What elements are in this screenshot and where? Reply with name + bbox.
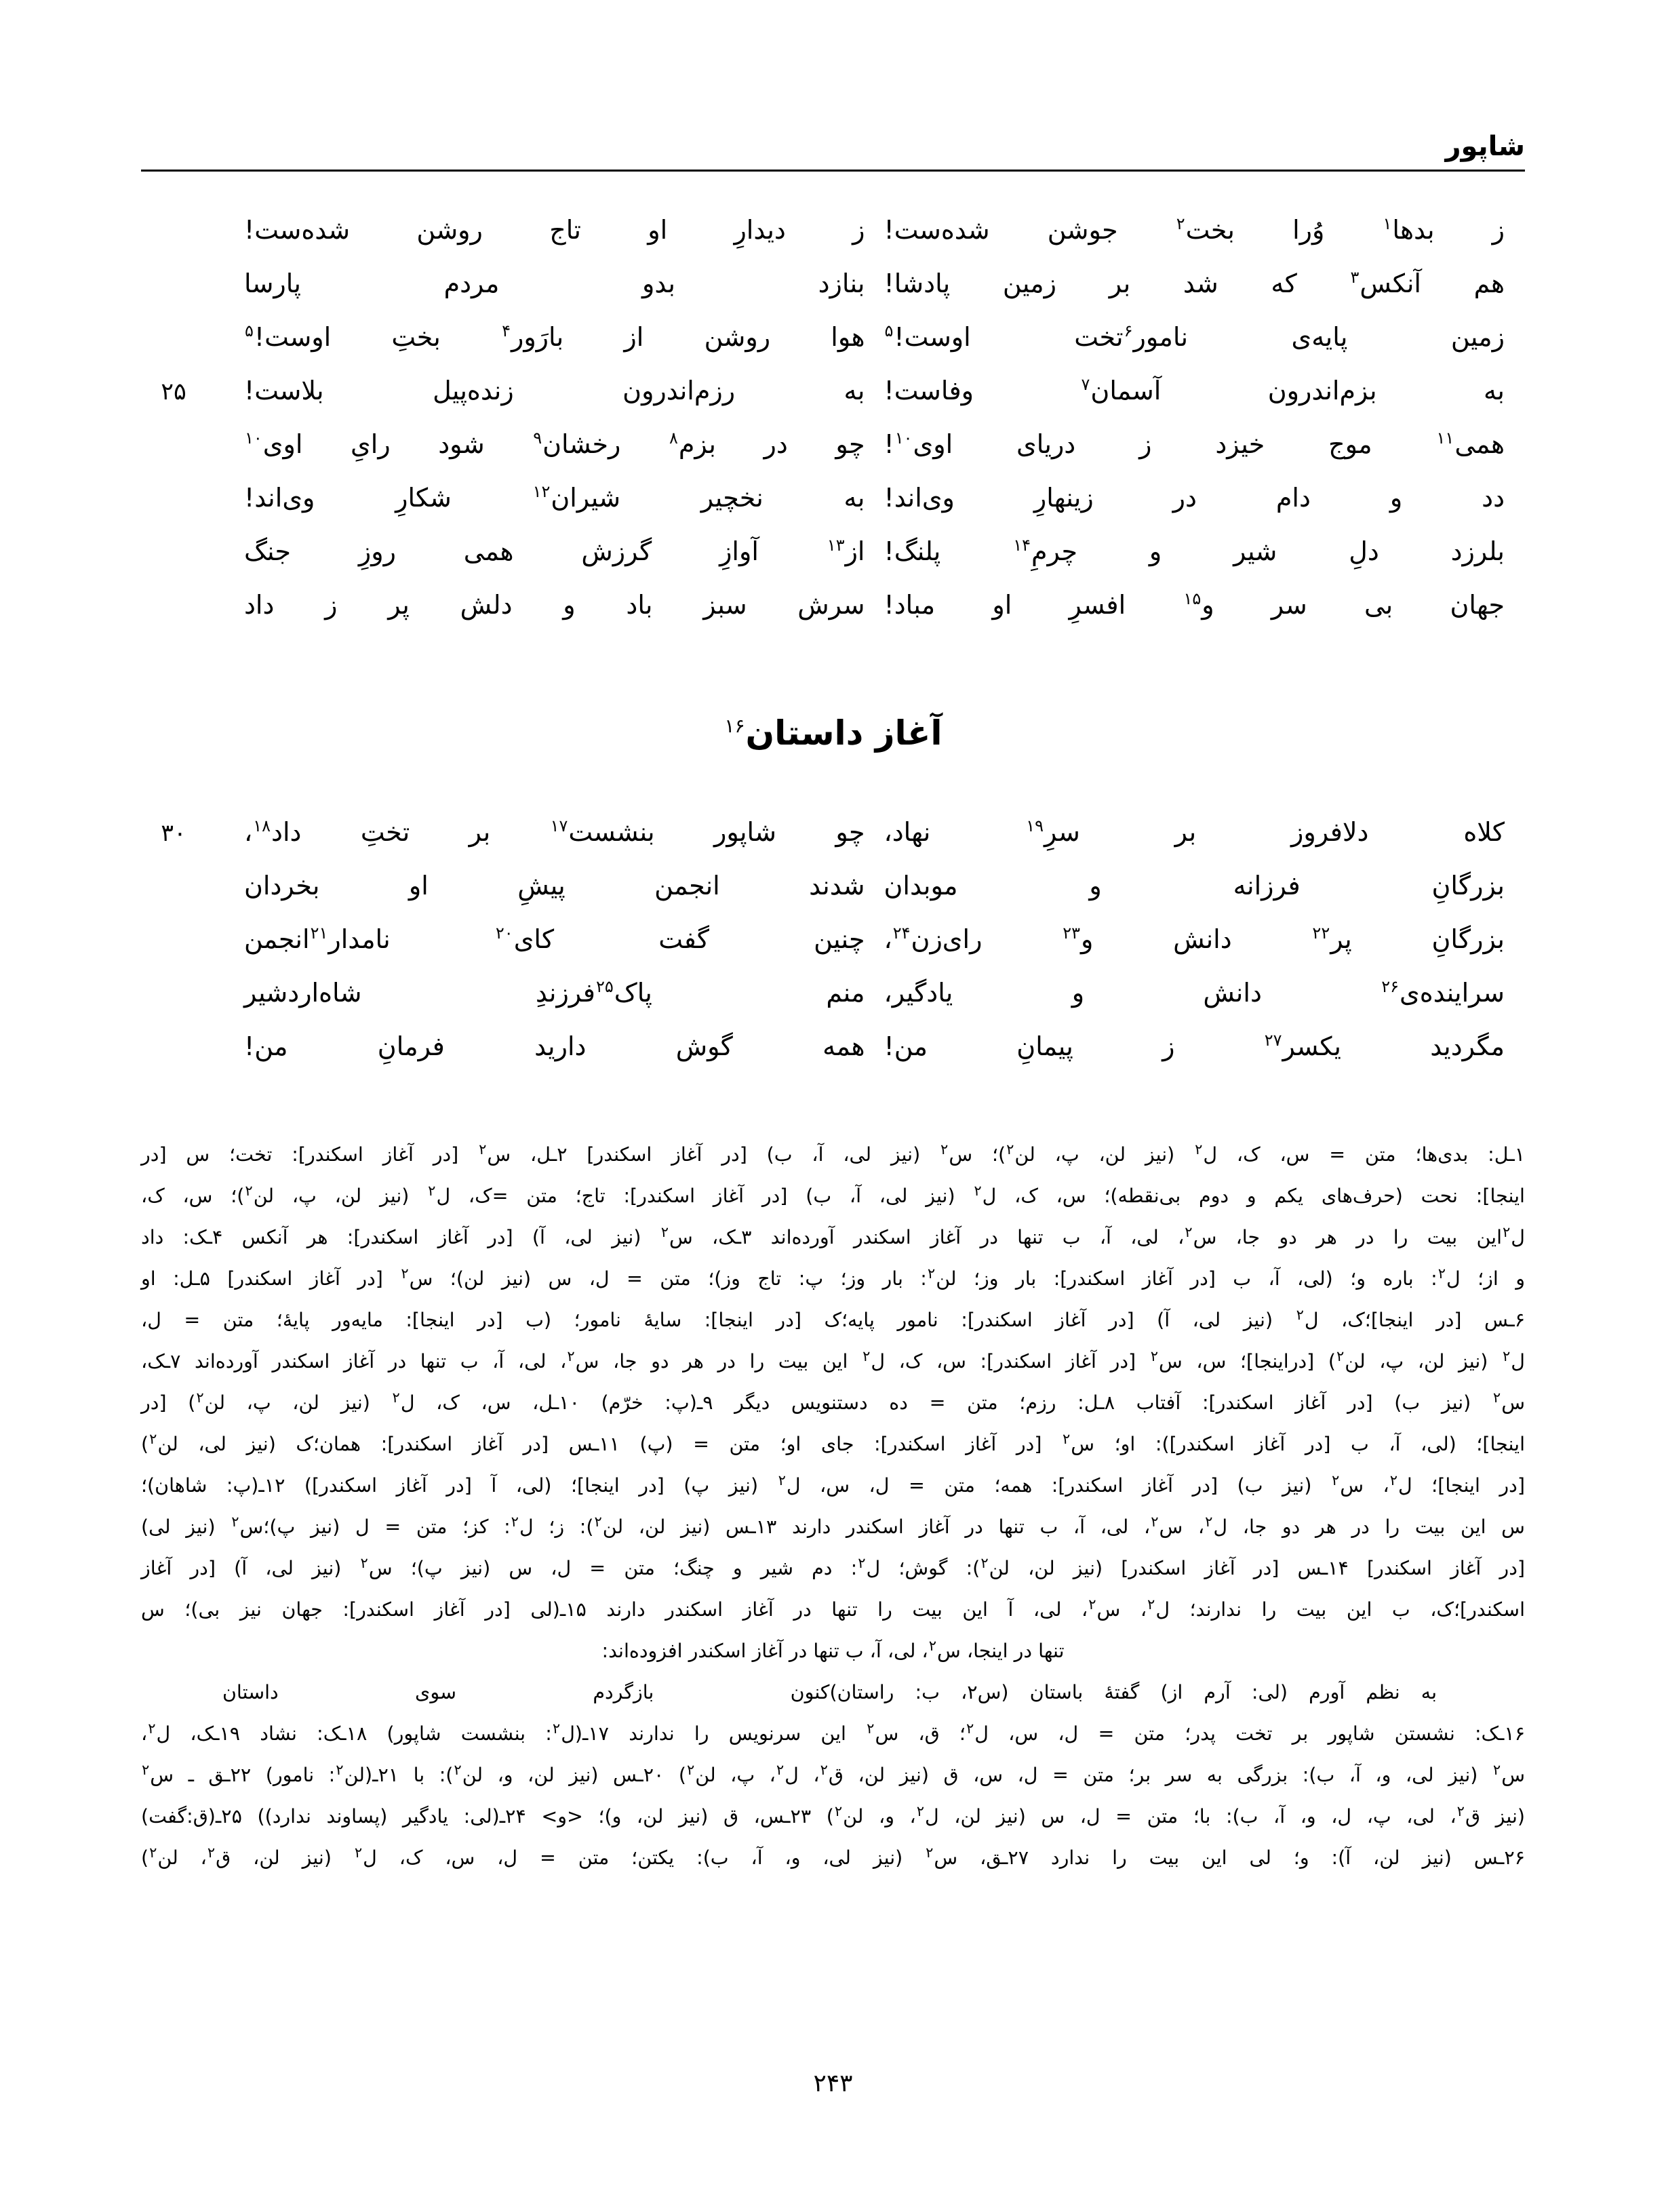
apparatus-line: س$^۲$ (نیز لی، و، آ، ب): بزرگی به سر بر؛ متن = ل، س، ق (نیز لن، ق$^۲$، ل$^۲$، پ، لن$^۲$) ۲۰ـس (نیز لن، و، لن$^۲$): با ۲۱ـ(لن$^۲$: نامور) ۲۲ـق ـ س$^۲$ [142,1761,1525,1786]
apparatus-line: و از؛ ل$^۲$: باره و؛ (لی، آ، ب [در آغاز اسکندر]: بار وز؛ لن$^۲$: بار وز؛ پ: تاج وز)؛ متن = ل، س (نیز لن)؛ س$^۲$ [در آغاز اسکندر] ۵ـل: او [141,1265,1525,1290]
apparatus-couplet-right-hemistich: کنون بازگردم سوی داستان [222,1681,830,1703]
verse-couplet [141,257,1525,311]
section-heading-text: آغاز داستان [745,713,943,753]
verse-couplet [141,203,1525,257]
verse-left-hemistich: کلاه دلافروز بر سرِ$^{۱۹}$ نهاد، [884,816,1505,847]
apparatus-line: ۱ـل: بدی‌ها؛ متن = س، ک، ل$^۲$ (نیز لن، پ، لن$^۲$)؛ س$^۲$ (نیز لی، آ، ب) [در آغاز اسکندر] ۲ـل، س$^۲$ [در آغاز اسکندر]: تخت؛ س [در [141,1141,1526,1166]
section-heading-note-ref: ۱۶ [724,715,745,738]
verse-couplet [141,471,1525,525]
apparatus-line: ۶ـس [در اینجا]؛ک، ل$^۲$ (نیز لی، آ) [در آغاز اسکندر]: نامور پایه؛ک [در اینجا]: سایهٔ نامور؛ (ب [در اینجا]: مایه‌ور پایهٔ؛ متن = ل، [141,1306,1525,1331]
apparatus-line: س$^۲$ (نیز ب) [در آغاز اسکندر]: آفتاب ۸ـل: رزم؛ متن = ده دستنویس دیگر ۹ـ(پ: خرّم) ۱۰ـل، س، ک، ل$^۲$ (نیز لن، پ، لن$^۲$) [در [141,1389,1525,1414]
critical-apparatus [141,1134,1525,1878]
apparatus-inserted-couplet [141,1672,1525,1713]
verse-left-hemistich: دد و دام در زینهارِ وی‌اند! [884,483,1505,513]
verse-couplet [141,418,1525,471]
verse-left-hemistich: مگردید یکسر$^{۲۷}$ ز پیمانِ من! [884,1031,1505,1061]
verse-left-hemistich: به بزم‌اندرون آسمان$^۷$ وفاست! [884,375,1505,406]
apparatus-line: تنها در اینجا، س$^۲$، لی، آ، ب تنها در آغاز اسکندر افزوده‌اند: [601,1637,1065,1662]
verse-couplet [141,806,1525,859]
running-head-title: شاپور [1445,131,1525,162]
verse-left-hemistich: هم آنکس$^۳$ که شد بر زمین پادشا! [884,268,1505,298]
verse-right-hemistich: چو شاپور بنشست$^{۱۷}$ بر تختِ داد$^{۱۸}$، [244,816,865,847]
verse-left-hemistich: سراینده‌ی$^{۲۶}$ دانش و یادگیر، [884,977,1505,1008]
verse-couplet [141,578,1525,632]
apparatus-line: [در اینجا]؛ ل$^۲$، س$^۲$ (نیز ب) [در آغاز اسکندر]: همه؛ متن = ل، س، ل$^۲$ (نیز پ) [در اینجا]؛ (لی، آ [در آغاز اسکندر]) ۱۲ـ(پ: شاهان)؛ [141,1472,1525,1497]
verse-couplet [141,364,1525,418]
verse-right-hemistich: شدند انجمن پیشِ او بخردان [244,871,865,901]
apparatus-lines-lower [141,1713,1525,1878]
section-heading [141,713,1525,753]
verse-couplet [141,1020,1525,1073]
running-head-area [141,133,1525,194]
verse-right-hemistich: ز دیدارِ او تاج روشن شده‌ست! [244,215,865,245]
apparatus-line: اسکندر]؛ک، ب این بیت را ندارند؛ ل$^۲$، س$^۲$، لی، آ این بیت را تنها در آغاز اسکندر دارند ۱۵ـ(لی [در آغاز اسکندر]: جهان نیز بی)؛ س [141,1596,1525,1621]
verse-left-hemistich: ز بدها$^۱$ وُرا بخت$^۲$ جوشن شده‌ست! [884,214,1505,245]
verse-block-bottom [141,806,1525,1073]
verse-right-hemistich: منم پاک$^{۲۵}$فرزندِ شاه‌اردشیر [244,977,865,1008]
apparatus-lines-upper [141,1134,1525,1672]
apparatus-line: ۱۶ـک: نشستن شاپور بر تخت پدر؛ متن = ل، س، ل$^۲$؛ ق، س$^۲$ این سرنویس را ندارند ۱۷ـ(ل$^۲$: بنشست شاپور) ۱۸ـک: نشاد ۱۹ـک، ل$^۲$، [141,1720,1526,1745]
verse-couplet [141,311,1525,364]
verse-couplet [141,525,1525,578]
verse-right-hemistich: همه گوش دارید فرمانِ من! [244,1031,865,1061]
apparatus-line: اینجا]: نحت (حرف‌های یکم و دوم بی‌نقطه)؛ س، ک، ل$^۲$ (نیز لی، آ، ب) [در آغاز اسکندر]: تاج؛ متن =ک، ل$^۲$ (نیز لن، پ، لن$^۲$)؛ س، ک، [141,1182,1525,1207]
apparatus-line: ل$^۲$این بیت را در هر دو جا، س$^۲$، لی، آ، ب تنها در آغاز اسکندر آورده‌اند ۳ـک، س$^۲$ (نیز لی، آ) [در آغاز اسکندر]: هر آنکس ۴ـک: داد [141,1223,1526,1248]
verse-number: ۲۵ [161,378,186,406]
verse-block-top [141,203,1525,632]
verse-left-hemistich: بزرگانِ پر$^{۲۲}$ دانش و$^{۲۳}$ رای‌زن$^{۲۴}$، [884,924,1505,954]
verse-couplet [141,966,1525,1020]
verse-right-hemistich: از$^{۱۳}$ آوازِ گرزش همی روزِ جنگ [244,536,865,566]
verse-couplet [141,913,1525,966]
verse-right-hemistich: هوا روشن از بارَور$^۴$ بختِ اوست!$^۵$ [245,321,865,352]
apparatus-line: اینجا]؛ (لی، آ، ب [در آغاز اسکندر]): او؛ س$^۲$ [در آغاز اسکندر]: جای او؛ متن = (پ) ۱۱ـس [در آغاز اسکندر]: همان؛ک (نیز لی، لن$^۲$) [141,1430,1525,1455]
verse-right-hemistich: چو در بزم$^۸$ رخشان$^۹$ شود رایِ اوی$^{۱۰}$ [245,429,865,459]
folio-number: ۲۴۳ [813,2070,853,2097]
verse-number: ۳۰ [161,820,186,847]
verse-left-hemistich: جهان بی سر و$^{۱۵}$ افسرِ او مباد! [884,589,1505,620]
verse-right-hemistich: بنازد بدو مردم پارسا [244,269,865,298]
apparatus-line: ل$^۲$ (نیز لن، پ، لن$^۲$) [دراینجا]؛ س، س$^۲$ [در آغاز اسکندر]: س، ک، ل$^۲$ این بیت را در هر دو جا، س$^۲$، لی، آ، ب تنها در آغاز اسکندر آورده‌اند ۷ـک، [141,1347,1526,1372]
apparatus-couplet-left-hemistich: به نظم آورم (لی: آرم از) گفتهٔ باستان (س۲، ب: راستان) [829,1681,1437,1703]
apparatus-line: س این بیت را در هر دو جا، ل$^۲$، س$^۲$، لی، آ، ب تنها در آغاز اسکندر دارند ۱۳ـس (نیز لن، لن$^۲$): ز؛ ل$^۲$: کز؛ متن = ل (نیز پ)؛س$^۲$ (نیز لی) [141,1513,1525,1538]
verse-left-hemistich: بزرگانِ فرزانه و موبدان [884,871,1505,901]
verse-left-hemistich: بلرزد دلِ شیر و چرمِ$^{۱۴}$ پلنگ! [884,536,1505,566]
apparatus-line: (نیز ق$^۲$، لی، پ، ل، و، آ، ب): با؛ متن = ل، س (نیز لن، ل$^۲$، و، لن$^۲$) ۲۳ـس، ق (نیز لن، و)؛ <و> ۲۴ـ(لی: یادگیر (پساوند ندارد)) ۲۵ـ(ق:گفت) [141,1802,1525,1828]
apparatus-line: ۲۶ـس (نیز لن، آ): و؛ لی این بیت را ندارد ۲۷ـق، س$^۲$ (نیز لی، و، آ، ب): یکتن؛ متن = ل، س، ک، ل$^۲$ (نیز لن، ق$^۲$، لن$^۲$) [141,1844,1526,1869]
verse-right-hemistich: سرش سبز باد و دلش پر ز داد [244,590,865,620]
header-rule [141,170,1525,172]
verse-right-hemistich: به رزم‌اندرون زنده‌پیل بلاست! [244,376,865,406]
verse-right-hemistich: به نخچیر شیران$^{۱۲}$ شکارِ وی‌اند! [244,482,865,513]
verse-left-hemistich: همی$^{۱۱}$ موج خیزد ز دریای اوی$^{۱۰}$! [884,429,1505,459]
apparatus-line: [در آغاز اسکندر] ۱۴ـس [در آغاز اسکندر] (نیز لن، لن$^۲$): گوش؛ ل$^۲$: دم شیر و چنگ؛ متن = ل، س (نیز پ)؛ س$^۲$ (نیز لی، آ) [در آغاز [141,1554,1526,1579]
verse-left-hemistich: زمین پایه‌ی نامور$^۶$تخت اوست!$^۵$ [884,321,1505,352]
verse-right-hemistich: چنین گفت کای$^{۲۰}$ نامدار$^{۲۱}$انجمن [244,924,865,954]
verse-couplet [141,859,1525,913]
